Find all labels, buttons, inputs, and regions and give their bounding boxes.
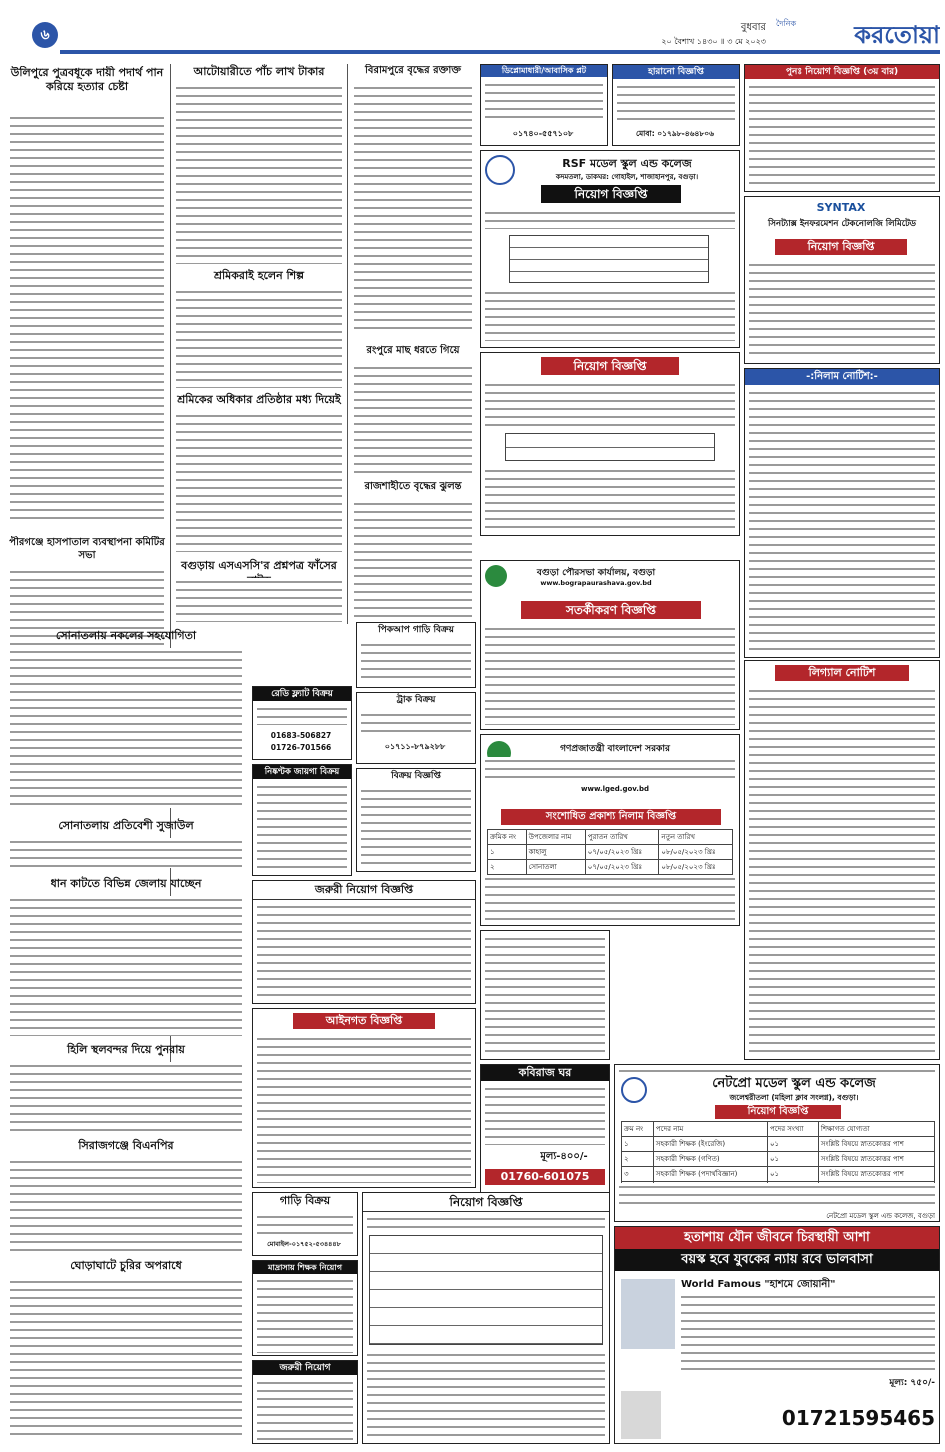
ad-body [485, 875, 735, 921]
office-name: গণপ্রজাতন্ত্রী বাংলাদেশ সরকার [560, 744, 670, 754]
price-label: মূল্য-৪০০/- [540, 1151, 588, 1162]
ad-title: রেডি ফ্ল্যাট বিক্রয় [253, 687, 351, 701]
table-cell: সংশ্লিষ্ট বিষয়ে স্নাতকোত্তর পাশ [818, 1137, 934, 1152]
ad-body [749, 687, 935, 1055]
ad-body [485, 289, 735, 341]
table-row [622, 1167, 935, 1182]
ad-title: নিষ্কণ্টক জায়গা বিক্রয় [253, 765, 351, 779]
ad-body [749, 389, 935, 653]
notice-title: আইনগত বিজ্ঞপ্তি [293, 1013, 435, 1029]
company-name: সিনট্যাক্স ইনফরমেশন টেকনোলজি লিমিটেড [768, 219, 916, 229]
ad-body [681, 1293, 935, 1373]
ad-body [485, 81, 603, 121]
ad-body [749, 261, 935, 357]
ad-diploma [480, 64, 608, 146]
ad-body [485, 625, 735, 725]
ad-lged [480, 734, 740, 926]
table-header [488, 830, 733, 845]
news-sonatola [6, 628, 246, 1138]
nilam-table [487, 829, 733, 875]
news-body-text [176, 84, 342, 264]
notice-title: -:নিলাম নোটিশ:- [745, 369, 939, 385]
ad-joruri-niyog [252, 880, 476, 1004]
table-cell: উপজেলার নাম [526, 830, 585, 845]
table-cell: ১ [488, 845, 527, 860]
news-headline: রংপুরে মাছ ধরতে গিয়ে [366, 345, 460, 356]
ad-title: পিকআপ গাড়ি বিক্রয় [378, 625, 454, 635]
notice-title: নিয়োগ বিজ্ঞপ্তি [541, 357, 679, 375]
ad-table [369, 1235, 603, 1345]
table-cell: ১ [622, 1137, 654, 1152]
product-image [621, 1279, 675, 1349]
ad-title: মাদ্রাসায় শিক্ষক নিয়োগ [253, 1261, 357, 1274]
ad-body [617, 83, 735, 123]
ad-headline: হতাশায় যৌন জীবনে চিরস্থায়ী আশা [615, 1227, 939, 1249]
news-body-text [354, 500, 472, 622]
news-headline: সিরাজগঞ্জে বিএনপির [78, 1139, 174, 1152]
table-header [622, 1122, 935, 1137]
ad-truck [356, 692, 476, 764]
table-cell: সংশ্লিষ্ট বিষয়ে স্নাতকোত্তর পাশ [818, 1152, 934, 1167]
syntax-logo: SYNTAX [816, 201, 866, 214]
ad-body [361, 787, 471, 867]
table-cell: সহকারী শিক্ষক (পদার্থবিজ্ঞান) [653, 1167, 767, 1182]
ad-title: ডিপ্লোমাধারী/আবাসিক প্লট [481, 65, 607, 77]
table-cell: পদের সংখ্যা [767, 1122, 818, 1137]
ad-body [749, 83, 935, 187]
school-logo-icon [485, 155, 515, 185]
table-cell: সোনাতলা [526, 860, 585, 875]
ad-body [619, 1067, 935, 1073]
table-cell: সহকারী শিক্ষক (ইংরেজি) [653, 1137, 767, 1152]
ad-phone: 01760-601075 [485, 1169, 605, 1185]
news-headline: পীরগঞ্জে হাসপাতাল ব্যবস্থাপনা কমিটির সভা [9, 537, 165, 561]
ad-health [614, 1226, 940, 1444]
brand-name: World Famous "হাশমে জোয়ানী" [681, 1279, 836, 1290]
ad-school-small [480, 930, 610, 1060]
table-cell: ২ [622, 1152, 654, 1167]
ad-jomi-bikroy [252, 764, 352, 876]
news-headline: বিরামপুরে বৃদ্ধের রক্তাক্ত [365, 65, 461, 76]
ad-phone: 01726-701566 [270, 743, 332, 752]
school-address: কদমতলা, ডাকঘর: গোহাইল, শাজাহানপুর, বগুড়া। [555, 173, 699, 181]
ad-body [361, 641, 471, 683]
table-cell: ৩ [622, 1167, 654, 1182]
office-website: www.bograpaurashava.gov.bd [540, 579, 652, 587]
news-headline: ঘোড়াঘাটে চুরির অপরাধে [70, 1259, 182, 1272]
ad-table [505, 433, 715, 461]
table-row [488, 860, 733, 875]
news-headline: সোনাতলায় প্রতিবেশী সুজাউল [58, 819, 194, 832]
ad-body [485, 209, 735, 229]
notice-title: লিগ্যাল নোটিশ [775, 665, 909, 681]
ad-legal-notice [744, 660, 940, 1060]
ad-body [257, 1035, 471, 1183]
news-headline: শ্রমিকরাই হলেন শিল্প [213, 269, 305, 282]
ad-body [257, 1379, 353, 1441]
table-cell: ক্রম নং [622, 1122, 654, 1137]
news-headline: বগুড়ায় এসএসসি'র প্রশ্নপত্র ফাঁসের [181, 559, 337, 572]
notice-title: নিয়োগ বিজ্ঞপ্তি [715, 1105, 841, 1119]
news-headline: হিলি স্থলবন্দর দিয়ে পুনরায় [67, 1043, 185, 1056]
ad-ready-flat [252, 686, 352, 760]
column-rule [347, 64, 348, 624]
ad-phone: ০১৭৪০-৫৫৭১০৮ [512, 129, 574, 138]
table-cell: সহকারী শিক্ষক (গণিত) [653, 1152, 767, 1167]
notice-title: সংশোধিত প্রকাশ্য নিলাম বিজ্ঞপ্তি [501, 809, 721, 825]
header-date: ২০ বৈশাখ ১৪৩০ ॥ ৩ মে ২০২৩ [661, 37, 766, 46]
table-cell: ০৮/০৫/২০২৩ খ্রিঃ [659, 860, 733, 875]
ad-body [485, 467, 735, 531]
ad-aingoto [252, 1008, 476, 1188]
table-cell: ক্রমিক নং [488, 830, 527, 845]
news-body-text [10, 896, 242, 1036]
news-body-text [10, 648, 242, 808]
doctor-photo [621, 1391, 661, 1439]
news-headline: ধান কাটতে বিভিন্ন জেলায় যাচ্ছেন [50, 877, 202, 890]
ad-nilam-notice [744, 368, 940, 658]
news-headline: শ্রমিকের অধিকার প্রতিষ্ঠার মধ্য দিয়েই [177, 393, 341, 406]
table-row [622, 1137, 935, 1152]
header-rule [60, 50, 940, 54]
paper-name: করতোয়া [854, 21, 940, 49]
ad-phone: মোবাইল-০১৭৫২-৫৩৪৪৪৮ [267, 1240, 341, 1248]
table-cell: ০৭/০৫/২০২৩ খ্রিঃ [585, 845, 659, 860]
mid-news-column [172, 64, 346, 624]
ad-bottom-niyog [362, 1192, 610, 1444]
ad-phone: মোবা: ০১৭৯৮-৪৬৪৮০৬ [635, 129, 715, 138]
school-address: জলেশ্বরীতলা (মহিলা ক্লাব সংলগ্ন), বগুড়া। [729, 1093, 859, 1102]
notice-title: জরুরী নিয়োগ বিজ্ঞপ্তি [253, 881, 475, 900]
table-cell: ০৭/০৫/২০২৩ খ্রিঃ [585, 860, 659, 875]
news-body-text [10, 114, 164, 524]
news-headline: আটোয়ারীতে পাঁচ লাখ টাকার [193, 65, 325, 78]
notice-title: নিয়োগ বিজ্ঞপ্তি [541, 185, 681, 203]
ad-title: কবিরাজ ঘর [481, 1065, 609, 1081]
news-headline: রাজশাহীতে বৃদ্ধের ঝুলন্ত [364, 481, 462, 492]
ad-rsf-school [480, 150, 740, 348]
school-name: RSF মডেল স্কুল এন্ড কলেজ [562, 157, 692, 170]
notice-title: সতর্কীকরণ বিজ্ঞপ্তি [521, 601, 701, 619]
ad-body [257, 1213, 353, 1235]
news-headline: সোনাতলায় নকলের সহযোগিতা [55, 629, 197, 642]
ad-syntax [744, 196, 940, 364]
ad-body [485, 381, 735, 431]
news-body-text [10, 1158, 242, 1254]
ad-body [257, 783, 347, 871]
news-headline: উলিপুরে পুত্রবধূকে দায়ী পদার্থ পান করিয়ে হত্যার চেষ্টা [10, 66, 164, 93]
table-cell: পুরাতন তারিখ [585, 830, 659, 845]
office-website: www.lged.gov.bd [581, 785, 649, 793]
table-cell: ০১ [767, 1152, 818, 1167]
ad-body [361, 711, 471, 733]
ad-title: হারানো বিজ্ঞপ্তি [613, 65, 739, 79]
signature-line: নেটপ্রো মডেল স্কুল এন্ড কলেজ, বগুড়া [826, 1212, 935, 1220]
ad-body [257, 1277, 353, 1353]
ad-phone: 01721595465 [781, 1406, 935, 1430]
school-logo-icon [621, 1077, 647, 1103]
page-number-badge: ৬ [32, 22, 58, 48]
ad-title: বিক্রয় বিজ্ঞপ্তি [391, 771, 441, 781]
news-body-text [176, 288, 342, 388]
ad-title: জরুরী নিয়োগ [253, 1361, 357, 1375]
ad-phone: 01683-506827 [270, 731, 332, 740]
office-name: বগুড়া পৌরসভা কার্যালয়, বগুড়া [536, 568, 656, 578]
school-name: নেটপ্রো মডেল স্কুল এন্ড কলেজ [712, 1076, 876, 1091]
table-cell: পদের নাম [653, 1122, 767, 1137]
ad-body [257, 903, 471, 999]
ad-punah-niyog [744, 64, 940, 192]
ad-body [257, 705, 347, 725]
news-siraj [6, 1138, 246, 1444]
ad-body [367, 1215, 605, 1231]
page-header [0, 0, 945, 62]
header-day: বুধবার [740, 22, 766, 33]
ad-bikroy [356, 768, 476, 872]
news-body-text [176, 412, 342, 552]
ad-kobiraj [480, 1064, 610, 1194]
table-cell: ০৮/০৫/২০২৩ খ্রিঃ [659, 845, 733, 860]
ad-netpro-school [614, 1064, 940, 1222]
table-cell: ০১ [767, 1137, 818, 1152]
ad-body [367, 1351, 605, 1439]
table-cell: নতুন তারিখ [659, 830, 733, 845]
table-cell: সংশ্লিষ্ট বিষয়ে স্নাতকোত্তর পাশ [818, 1167, 934, 1182]
third-news-column [350, 64, 476, 624]
ad-headline: বয়স্ক হবে যুবকের ন্যায় রবে ভালবাসা [615, 1249, 939, 1271]
paper-small-label: দৈনিক [776, 19, 797, 28]
notice-title: নিয়োগ বিজ্ঞপ্তি [363, 1193, 609, 1212]
table-cell: কাহালু [526, 845, 585, 860]
ad-body [485, 757, 735, 781]
news-body-text [10, 1062, 242, 1132]
ad-body [619, 1183, 935, 1207]
ad-joruri-small [252, 1360, 358, 1444]
ad-pouroshova [480, 560, 740, 730]
ad-harano [612, 64, 740, 146]
ad-pickup [356, 622, 476, 688]
ad-title: ট্রাক বিক্রয় [396, 695, 436, 705]
ad-body [485, 935, 605, 1055]
price-label: মূল্য: ৭৫০/- [889, 1378, 935, 1388]
table-cell: ২ [488, 860, 527, 875]
table-row [622, 1152, 935, 1167]
ad-gari-bikroy [252, 1192, 358, 1256]
ad-title: পুনঃ নিয়োগ বিজ্ঞপ্তি (৩য় বার) [745, 65, 939, 79]
ad-niyog-cement [480, 352, 740, 536]
news-body-text [354, 364, 472, 474]
news-body-text [10, 838, 242, 868]
ad-title: গাড়ি বিক্রয় [279, 1194, 331, 1207]
ad-body [485, 1085, 605, 1145]
table-cell: শিক্ষাগত যোগ্যতা [818, 1122, 934, 1137]
table-cell: ০১ [767, 1167, 818, 1182]
table-row [488, 845, 733, 860]
ad-phone: ০১৭১১-৮৭৯২৮৮ [384, 742, 446, 751]
news-body-text [354, 84, 472, 334]
ad-madrasa [252, 1260, 358, 1356]
emblem-icon [485, 565, 507, 587]
news-body-text [10, 1278, 242, 1438]
ad-table [509, 235, 709, 283]
notice-title: নিয়োগ বিজ্ঞপ্তি [775, 239, 907, 255]
